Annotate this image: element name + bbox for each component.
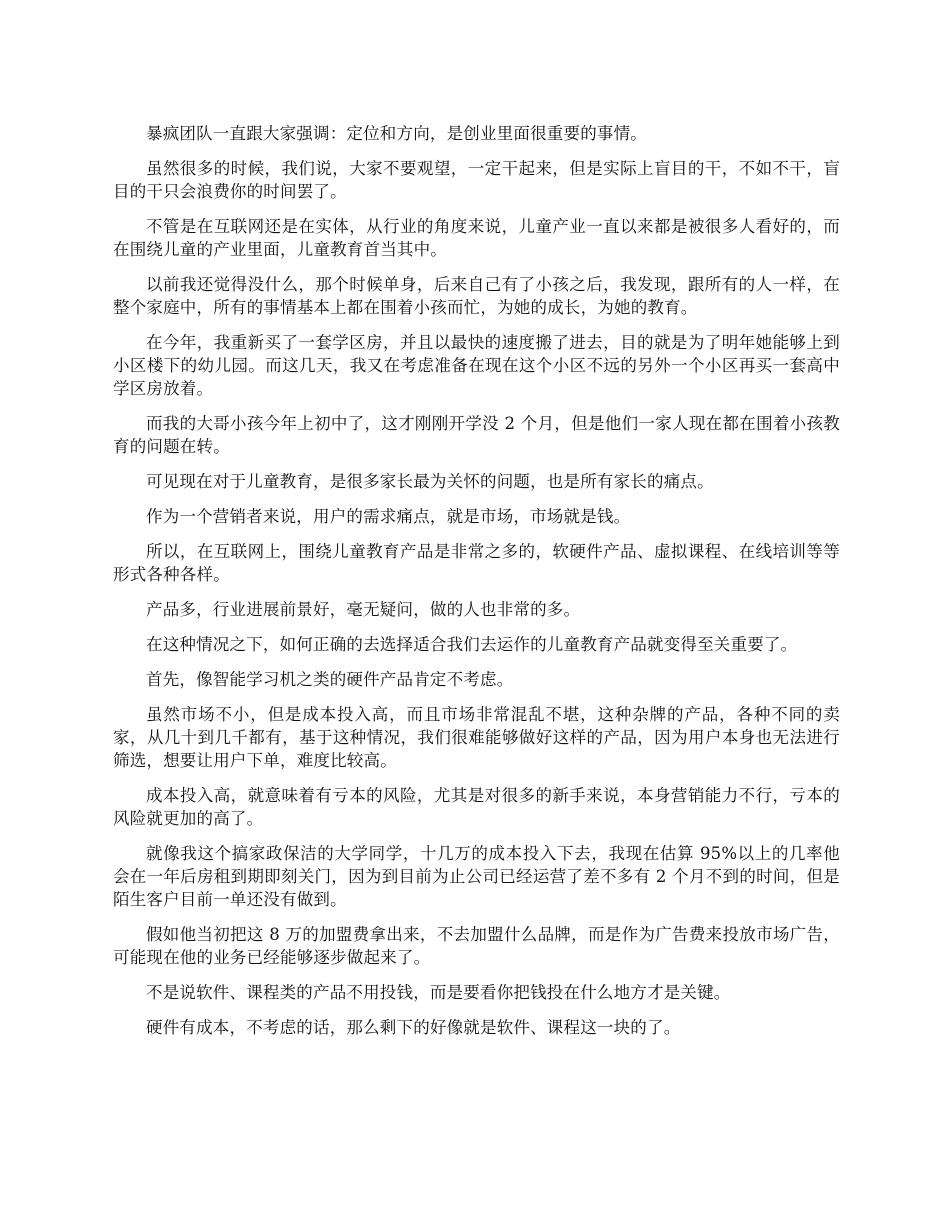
paragraph-15: 就像我这个搞家政保洁的大学同学，十几万的成本投入下去，我现在估算 95%以上的几率他会在一年后房租到期即刻关门，因为到目前为止公司已经运营了差不多有 2 个月不到的时间，但是陌生客户目前一单还没有做到。	[113, 844, 840, 909]
paragraph-9: 所以，在互联网上，围绕儿童教育产品是非常之多的，软硬件产品、虚拟课程、在线培训等等形式各种各样。	[113, 542, 840, 584]
paragraph-6: 而我的大哥小孩今年上初中了，这才刚刚开学没 2 个月，但是他们一家人现在都在围着小孩教育的问题在转。	[113, 414, 840, 456]
paragraph-17: 不是说软件、课程类的产品不用投钱，而是要看你把钱投在什么地方才是关键。	[146, 983, 731, 1002]
paragraph-1: 暴疯团队一直跟大家强调：定位和方向，是创业里面很重要的事情。	[146, 124, 647, 143]
paragraph-14: 成本投入高，就意味着有亏本的风险，尤其是对很多的新手来说，本身营销能力不行，亏本的风险就更加的高了。	[113, 786, 840, 828]
paragraph-13: 虽然市场不小，但是成本投入高，而且市场非常混乱不堪，这种杂牌的产品，各种不同的卖家，从几十到几千都有，基于这种情况，我们很难能够做好这样的产品，因为用户本身也无法进行筛选，想要让用户下单，难度比较高。	[113, 705, 840, 770]
paragraph-10: 产品多，行业进展前景好，毫无疑问，做的人也非常的多。	[146, 600, 581, 619]
paragraph-5: 在今年，我重新买了一套学区房，并且以最快的速度搬了进去，目的就是为了明年她能够上到小区楼下的幼儿园。而这几天，我又在考虑准备在现在这个小区不远的另外一个小区再买一套高中学区房放着。	[113, 333, 840, 398]
paragraph-12: 首先，像智能学习机之类的硬件产品肯定不考虑。	[146, 670, 514, 689]
paragraph-3: 不管是在互联网还是在实体，从行业的角度来说，儿童产业一直以来都是被很多人看好的，而在围绕儿童的产业里面，儿童教育首当其中。	[113, 217, 840, 259]
paragraph-7: 可见现在对于儿童教育，是很多家长最为关怀的问题，也是所有家长的痛点。	[146, 472, 714, 491]
paragraph-2: 虽然很多的时候，我们说，大家不要观望，一定干起来，但是实际上盲目的干，不如不干，盲目的干只会浪费你的时间罢了。	[113, 159, 840, 201]
paragraph-18: 硬件有成本，不考虑的话，那么剩下的好像就是软件、课程这一块的了。	[146, 1018, 681, 1037]
paragraph-4: 以前我还觉得没什么，那个时候单身，后来自己有了小孩之后，我发现，跟所有的人一样，在整个家庭中，所有的事情基本上都在围着小孩而忙，为她的成长，为她的教育。	[113, 275, 840, 317]
paragraph-16: 假如他当初把这 8 万的加盟费拿出来，不去加盟什么品牌，而是作为广告费来投放市场广告，可能现在他的业务已经能够逐步做起来了。	[113, 925, 840, 967]
paragraph-8: 作为一个营销者来说，用户的需求痛点，就是市场，市场就是钱。	[146, 507, 631, 526]
document-body	[113, 122, 840, 1051]
paragraph-11: 在这种情况之下，如何正确的去选择适合我们去运作的儿童教育产品就变得至关重要了。	[146, 635, 798, 654]
